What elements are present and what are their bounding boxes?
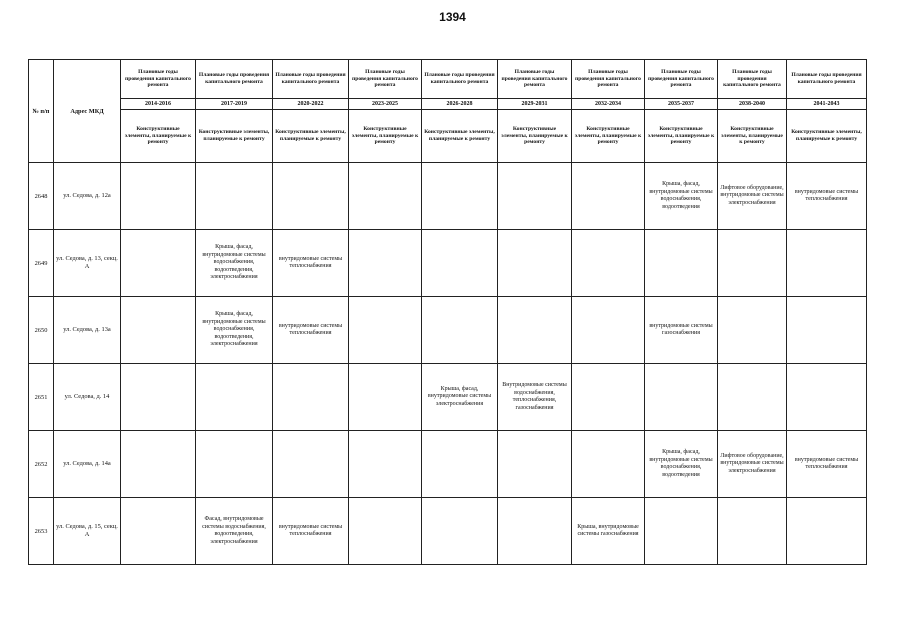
row-address: ул. Седова, д. 14 xyxy=(54,364,121,431)
repair-cell: внутридомовые системы газоснабжения xyxy=(645,297,718,364)
repair-cell: Фасад, внутридомовые системы водоснабжения, водоотведения, электроснабжения xyxy=(196,498,273,565)
period-elements: Конструктивные элементы, планируемые к ремонту xyxy=(787,110,867,163)
repair-cell xyxy=(273,163,349,230)
repair-cell xyxy=(498,431,572,498)
period-years: 2029-2031 xyxy=(498,99,572,110)
period-elements: Конструктивные элементы, планируемые к ремонту xyxy=(349,110,422,163)
period-elements: Конструктивные элементы, планируемые к ремонту xyxy=(422,110,498,163)
period-title: Плановые годы проведения капитального ремонта xyxy=(422,60,498,99)
row-address: ул. Седова, д. 13а xyxy=(54,297,121,364)
repair-cell xyxy=(349,297,422,364)
period-elements: Конструктивные элементы, планируемые к ремонту xyxy=(498,110,572,163)
period-title: Плановые годы проведения капитального ремонта xyxy=(718,60,787,99)
repair-cell xyxy=(572,364,645,431)
header-row-years xyxy=(29,99,867,110)
repair-cell: Крыша, фасад, внутридомовые системы водоснабжения, водоотведения xyxy=(645,431,718,498)
repair-cell: внутридомовые системы теплоснабжения xyxy=(787,431,867,498)
row-address: ул. Седова, д. 13, секц. А xyxy=(54,230,121,297)
table-row xyxy=(29,431,867,498)
repair-cell xyxy=(498,498,572,565)
period-years: 2017-2019 xyxy=(196,99,273,110)
capital-repair-table xyxy=(28,59,867,565)
period-elements: Конструктивные элементы, планируемые к ремонту xyxy=(273,110,349,163)
row-number: 2653 xyxy=(29,498,54,565)
table-row xyxy=(29,230,867,297)
repair-cell xyxy=(121,163,196,230)
repair-cell xyxy=(718,230,787,297)
repair-cell xyxy=(498,163,572,230)
period-title: Плановые годы проведения капитального ремонта xyxy=(572,60,645,99)
table-row xyxy=(29,498,867,565)
repair-cell: внутридомовые системы теплоснабжения xyxy=(273,498,349,565)
repair-cell: Крыша, фасад, внутридомовые системы водоснабжения, водоотведения xyxy=(645,163,718,230)
period-title: Плановые годы проведения капитального ремонта xyxy=(273,60,349,99)
row-address: ул. Седова, д. 14а xyxy=(54,431,121,498)
repair-cell xyxy=(422,431,498,498)
repair-cell xyxy=(572,297,645,364)
repair-cell xyxy=(196,364,273,431)
repair-cell: внутридомовые системы теплоснабжения xyxy=(787,163,867,230)
repair-cell xyxy=(572,431,645,498)
period-elements: Конструктивные элементы, планируемые к ремонту xyxy=(645,110,718,163)
row-number: 2648 xyxy=(29,163,54,230)
period-title: Плановые годы проведения капитального ремонта xyxy=(787,60,867,99)
period-years: 2038-2040 xyxy=(718,99,787,110)
repair-cell xyxy=(718,498,787,565)
repair-cell xyxy=(718,297,787,364)
row-address: ул. Седова, д. 12а xyxy=(54,163,121,230)
repair-cell xyxy=(273,431,349,498)
table-row xyxy=(29,163,867,230)
row-number: 2651 xyxy=(29,364,54,431)
table-row xyxy=(29,297,867,364)
period-elements: Конструктивные элементы, планируемые к ремонту xyxy=(572,110,645,163)
header-row-elements xyxy=(29,110,867,163)
period-elements: Конструктивные элементы, планируемые к ремонту xyxy=(718,110,787,163)
repair-cell: Лифтовое оборудование, внутридомовые системы электроснабжения xyxy=(718,163,787,230)
repair-cell xyxy=(422,297,498,364)
row-number: 2652 xyxy=(29,431,54,498)
repair-cell xyxy=(121,431,196,498)
repair-cell xyxy=(349,230,422,297)
repair-cell xyxy=(349,498,422,565)
period-elements: Конструктивные элементы, планируемые к ремонту xyxy=(121,110,196,163)
repair-cell xyxy=(645,498,718,565)
period-title: Плановые годы проведения капитального ремонта xyxy=(349,60,422,99)
period-years: 2032-2034 xyxy=(572,99,645,110)
row-number: 2649 xyxy=(29,230,54,297)
repair-cell xyxy=(349,163,422,230)
repair-cell: Лифтовое оборудование, внутридомовые системы электроснабжения xyxy=(718,431,787,498)
repair-cell xyxy=(718,364,787,431)
repair-cell xyxy=(645,364,718,431)
repair-cell xyxy=(787,364,867,431)
repair-cell: Крыша, фасад, внутридомовые системы водоснабжения, водоотведения, электроснабжения xyxy=(196,297,273,364)
repair-cell xyxy=(422,498,498,565)
period-years: 2014-2016 xyxy=(121,99,196,110)
address-column-header: Адрес МКД xyxy=(54,60,121,163)
page-number: 1394 xyxy=(439,10,466,24)
num-column-header: № п/п xyxy=(29,60,54,163)
repair-cell xyxy=(572,230,645,297)
repair-cell: Внутридомовые системы водоснабжения, теплоснабжения, газоснабжения xyxy=(498,364,572,431)
repair-cell xyxy=(422,230,498,297)
period-years: 2035-2037 xyxy=(645,99,718,110)
repair-cell xyxy=(787,297,867,364)
header-row-titles xyxy=(29,60,867,99)
period-title: Плановые годы проведения капитального ремонта xyxy=(645,60,718,99)
period-title: Плановые годы проведения капитального ремонта xyxy=(121,60,196,99)
repair-cell xyxy=(349,431,422,498)
period-title: Плановые годы проведения капитального ремонта xyxy=(498,60,572,99)
period-years: 2023-2025 xyxy=(349,99,422,110)
repair-cell xyxy=(121,230,196,297)
repair-cell xyxy=(196,163,273,230)
period-years: 2041-2043 xyxy=(787,99,867,110)
repair-cell xyxy=(498,230,572,297)
period-elements: Конструктивные элементы, планируемые к ремонту xyxy=(196,110,273,163)
period-years: 2026-2028 xyxy=(422,99,498,110)
repair-cell xyxy=(121,297,196,364)
repair-cell xyxy=(422,163,498,230)
repair-cell xyxy=(121,498,196,565)
repair-cell: внутридомовые системы теплоснабжения xyxy=(273,230,349,297)
row-number: 2650 xyxy=(29,297,54,364)
repair-cell xyxy=(645,230,718,297)
repair-cell xyxy=(787,230,867,297)
repair-cell: Крыша, фасад, внутридомовые системы водоснабжения, водоотведения, электроснабжения xyxy=(196,230,273,297)
repair-cell: внутридомовые системы теплоснабжения xyxy=(273,297,349,364)
period-years: 2020-2022 xyxy=(273,99,349,110)
period-title: Плановые годы проведения капитального ремонта xyxy=(196,60,273,99)
table-row xyxy=(29,364,867,431)
repair-cell xyxy=(349,364,422,431)
repair-cell: Крыша, внутридомовые системы газоснабжения xyxy=(572,498,645,565)
repair-cell: Крыша, фасад, внутридомовые системы электроснабжения xyxy=(422,364,498,431)
repair-cell xyxy=(196,431,273,498)
repair-cell xyxy=(498,297,572,364)
repair-cell xyxy=(273,364,349,431)
row-address: ул. Седова, д. 15, секц. А xyxy=(54,498,121,565)
repair-cell xyxy=(787,498,867,565)
repair-cell xyxy=(121,364,196,431)
repair-cell xyxy=(572,163,645,230)
